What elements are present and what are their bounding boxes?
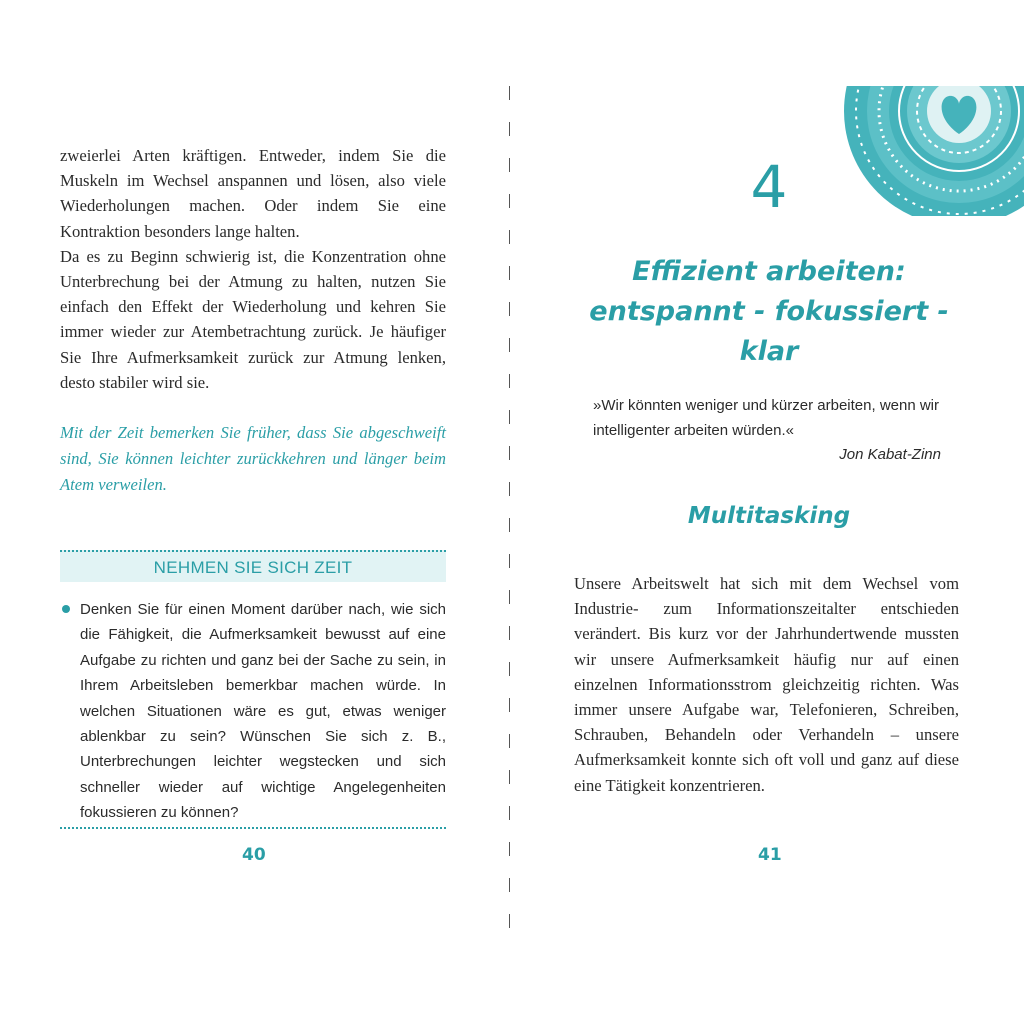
mandala-ornament-icon — [839, 86, 1024, 216]
chapter-title-line-2: entspannt - fokussiert - klar — [589, 296, 949, 367]
chapter-number: 4 — [750, 153, 788, 221]
box-bullet-text: Denken Sie für einen Moment darüber nach, wie sich die Fähigkeit, die Aufmerksamkeit bewusst auf eine Aufgabe zu richten und ganz bei der Sache zu sein, in Ihrem Arbeitsleben bemerkbar machen würde. In welchen Situationen wäre es gut, etwas weniger ablenkbar zu sein? Wünschen Sie sich z. B., Unterbrechungen leichter wegstecken und sich schneller wieder auf wichtige Angelegenheiten fokussieren zu können? — [80, 601, 446, 822]
book-gutter — [509, 86, 511, 936]
highlight-text: Mit der Zeit bemerken Sie früher, dass Sie abgeschweift sind, Sie können leichter zurückkehren und länger beim Atem verweilen. — [60, 423, 446, 494]
right-page — [514, 0, 1024, 1024]
left-page — [0, 0, 510, 1024]
epigraph-quote: »Wir könnten weniger und kürzer arbeiten, wenn wir intelligenter arbeiten würden.« — [593, 397, 940, 439]
left-body-text — [60, 143, 446, 395]
chapter-title-line-1: Effizient arbeiten: — [632, 256, 906, 287]
chapter-title — [569, 252, 969, 372]
left-paragraph-2: Da es zu Beginn schwierig ist, die Konzentration ohne Unterbrechung bei der Atmung zu halten, nutzen Sie einfach den Effekt der Wiederholung und kehren Sie immer wieder zur Atembetrachtung zurück. Je häufiger Sie Ihre Aufmerksamkeit zurück zur Atmung lenken, desto stabiler wird sie. — [60, 246, 446, 392]
bullet-dot-icon — [62, 605, 70, 613]
page-number-right: 41 — [758, 845, 782, 865]
box-bottom-divider — [60, 827, 446, 829]
epigraph-author: Jon Kabat-Zinn — [839, 446, 941, 463]
box-body — [60, 597, 446, 826]
box-title: NEHMEN SIE SICH ZEIT — [60, 550, 446, 582]
right-paragraph-1: Unsere Arbeitswelt hat sich mit dem Wechsel vom Industrie- zum Informationszeitalter entschieden verändert. Bis kurz vor der Jahrhundertwende mussten wir unsere Aufmerksamkeit häufig nur auf einen einzelnen Informationsstrom gleichzeitig richten. Was immer unsere Aufgabe war, Telefonieren, Schreiben, Schrauben, Behandeln oder Verhandeln – unsere Aufmerksamkeit konnte sich oft voll und ganz auf diese eine Tätigkeit konzentrieren. — [574, 574, 959, 795]
left-paragraph-1: zweierlei Arten kräftigen. Entweder, indem Sie die Muskeln im Wechsel anspannen und lösen, also viele Wiederholungen machen. Oder indem Sie eine Kontraktion besonders lange halten. — [60, 146, 446, 241]
right-body-text — [574, 571, 959, 798]
page-number-left: 40 — [242, 845, 266, 865]
section-title: Multitasking — [687, 503, 851, 529]
